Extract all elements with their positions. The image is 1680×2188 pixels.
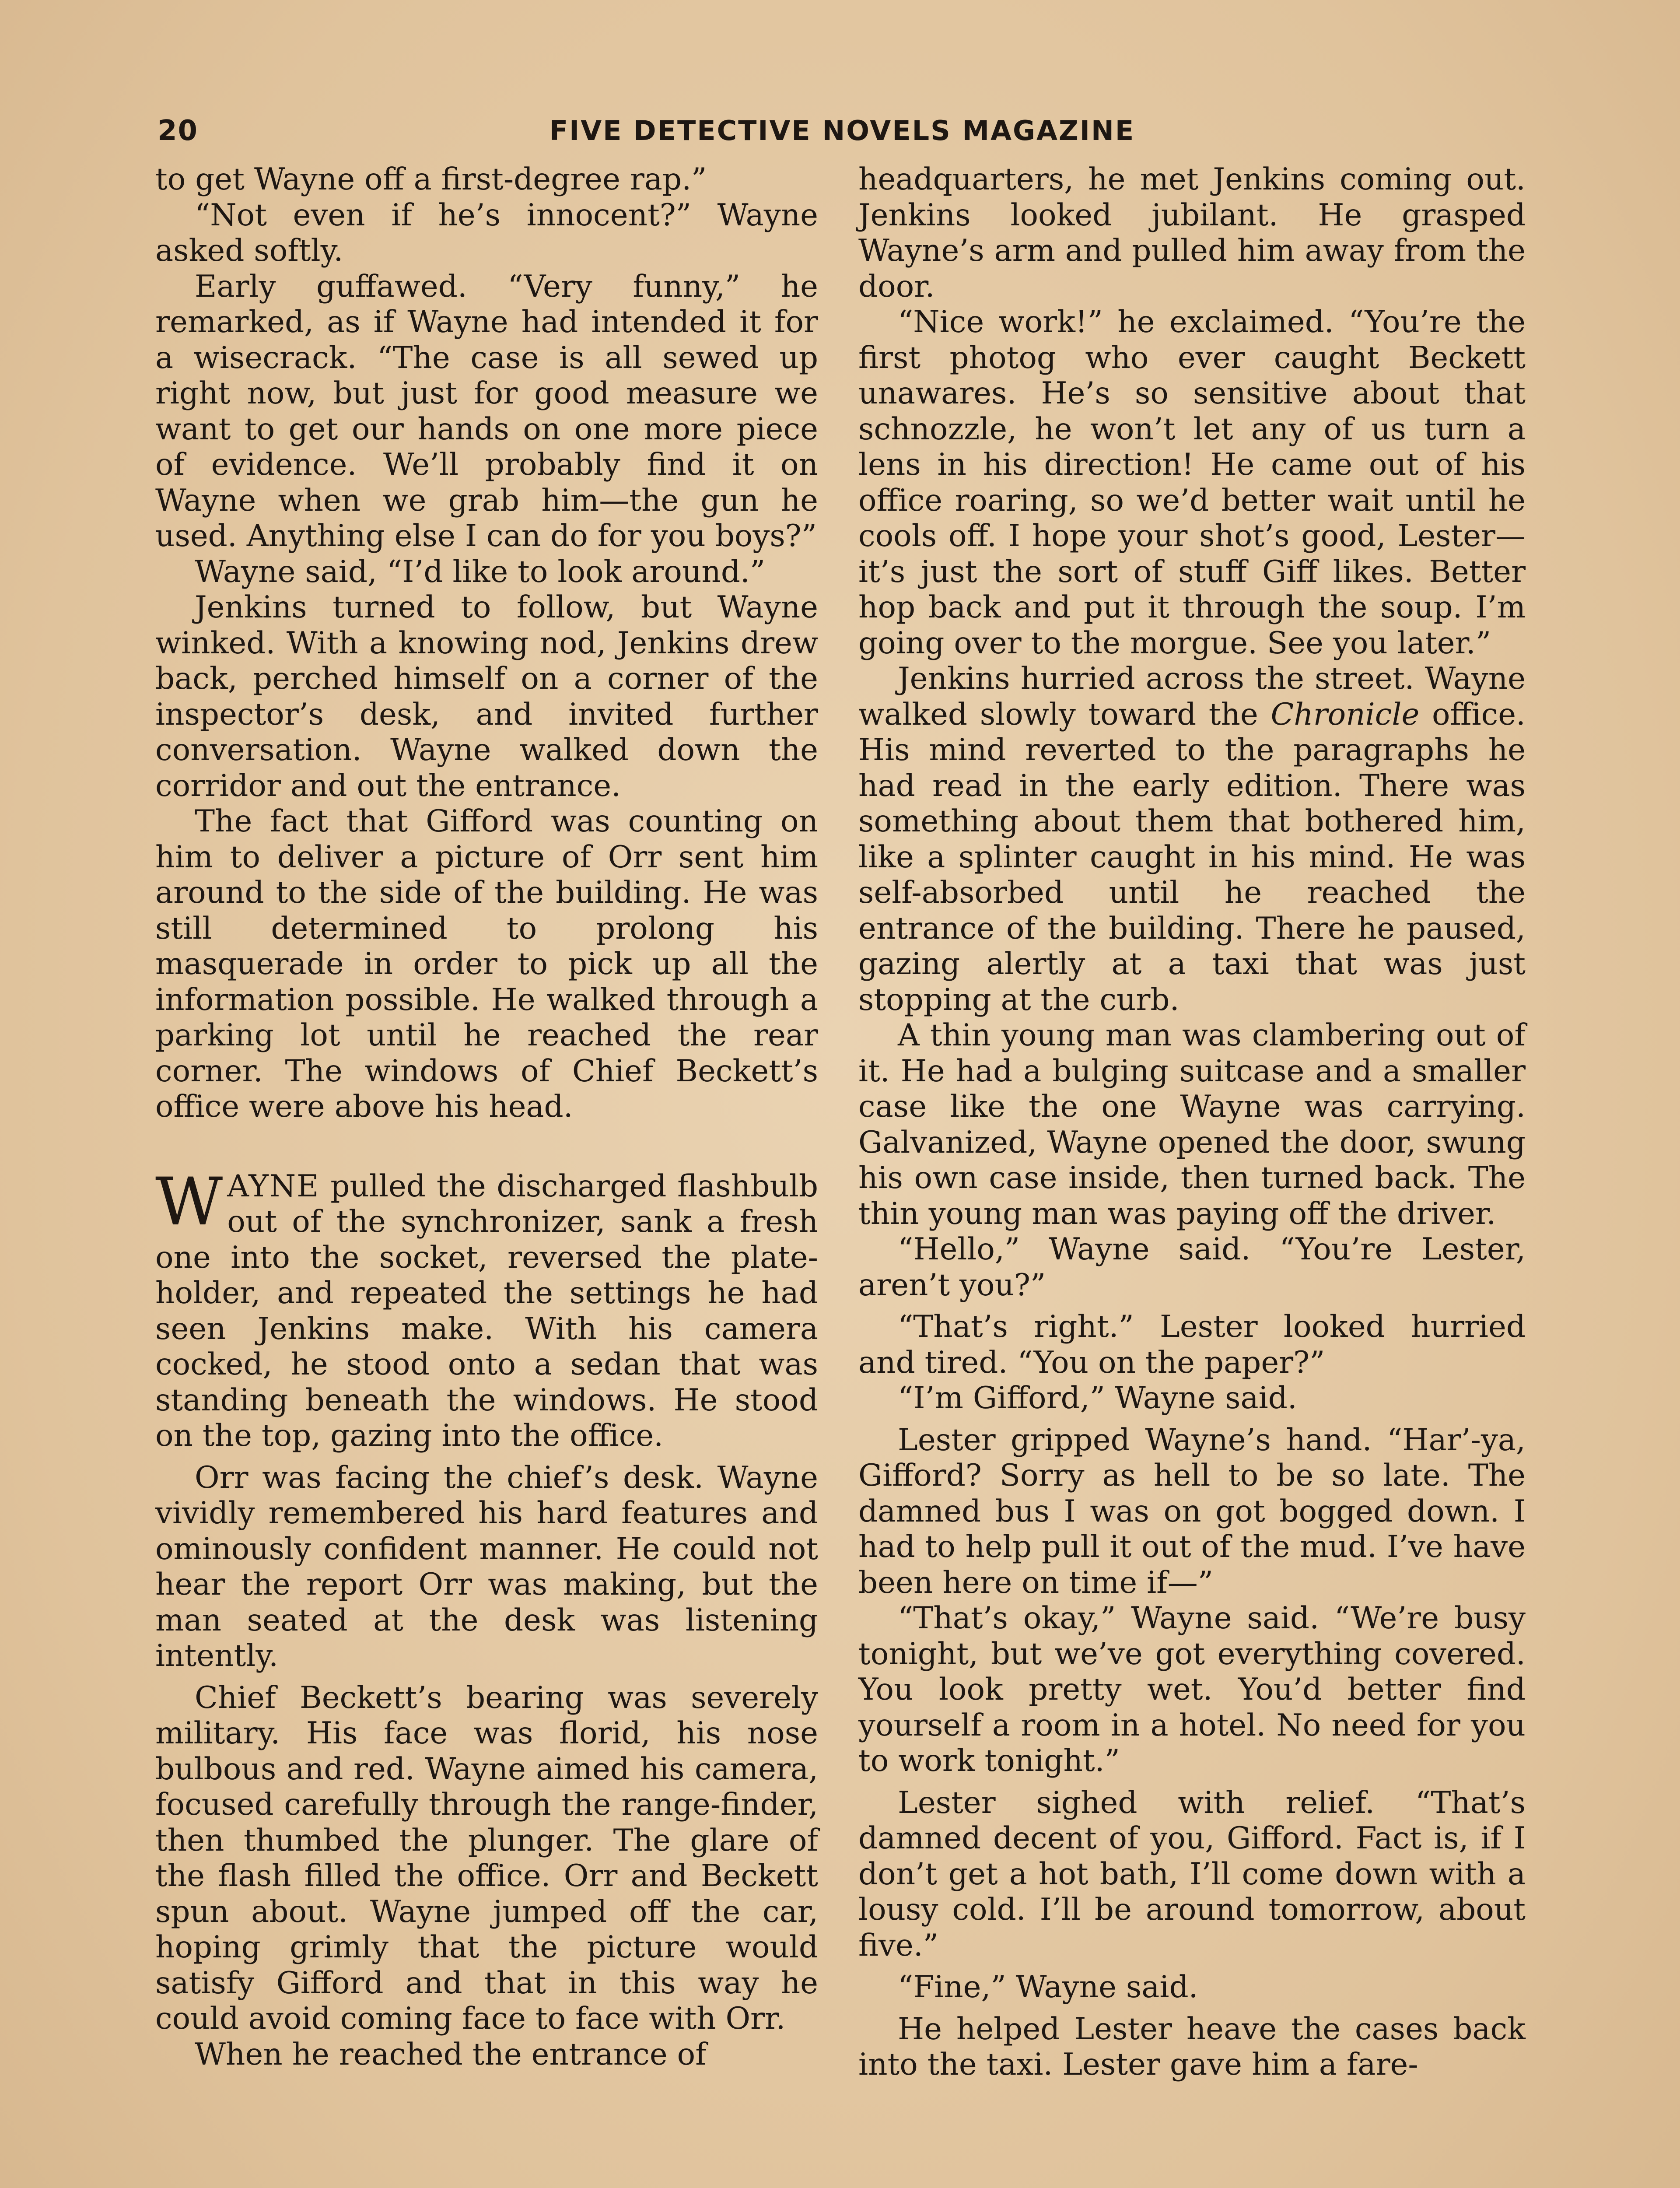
paragraph: Early guffawed. “Very funny,” he remarked, as if Wayne had intended it for a wisecrack. “The case is all sewed up right now, but just for good measure we want to get our hands on one more piece of evidence. We’ll probably find it on Wayne when we grab him—the gun he used. Anything else I can do for you boys?” <box>155 269 818 554</box>
paragraph: “That’s okay,” Wayne said. “We’re busy tonight, but we’ve got everything covered. You look pretty wet. You’d better find yourself a room in a hotel. No need for you to work tonight.” <box>858 1601 1526 1778</box>
paragraph: He helped Lester heave the cases back into the taxi. Lester gave him a fare- <box>858 2011 1526 2082</box>
running-head: FIVE DETECTIVE NOVELS MAGAZINE <box>549 115 1135 147</box>
small-caps-lead: AYNE <box>227 1168 320 1204</box>
paragraph: A thin young man was clambering out of it. He had a bulging suitcase and a smaller case like the one Wayne was carrying. Galvanized, Wayne opened the door, swung his own case inside, then turned back. The thin young man was paying off the driver. <box>858 1018 1526 1231</box>
paragraph-text: Jenkins hurried across the street. Wayne walked slowly toward the <box>858 661 1526 732</box>
paragraph: “That’s right.” Lester looked hurried and tired. “You on the paper?” <box>858 1309 1526 1380</box>
paragraph: The fact that Gifford was counting on him to deliver a picture of Orr sent him around to the side of the building. He was still determined to prolong his masquerade in order to pick up all the information possible. He walked through a parking lot until he reached the rear corner. The windows of Chief Beckett’s office were above his head. <box>155 804 818 1124</box>
paragraph-text: office. His mind reverted to the paragraphs he had read in the early edition. There was something about them that bothered him, like a splinter caught in his mind. He was self-absorbed until he reached the entrance of the building. There he paused, gazing alertly at a taxi that was just stopping at the curb. <box>858 697 1526 1017</box>
paragraph: Chief Beckett’s bearing was severely military. His face was florid, his nose bulbous and red. Wayne aimed his camera, focused carefully through the range-finder, then thumbed the plunger. The glare of the flash filled the office. Orr and Beckett spun about. Wayne jumped off the car, hoping grimly that the picture would satisfy Gifford and that in this way he could avoid coming face to face with Orr. <box>155 1680 818 2036</box>
left-column <box>155 162 818 2072</box>
drop-cap: W <box>155 1164 223 1240</box>
page-number: 20 <box>158 115 199 147</box>
paragraph: When he reached the entrance of <box>195 2037 707 2072</box>
paragraph: Wayne said, “I’d like to look around.” <box>195 554 766 589</box>
right-column <box>858 162 1526 2083</box>
paragraph: headquarters, he met Jenkins coming out. Jenkins looked jubilant. He grasped Wayne’s arm and pulled him away from the door. <box>858 162 1526 304</box>
paragraph: “Hello,” Wayne said. “You’re Lester, aren’t you?” <box>858 1232 1526 1303</box>
paragraph: “Fine,” Wayne said. <box>898 1970 1198 2005</box>
paragraph: “Nice work!” he exclaimed. “You’re the first photog who ever caught Beckett unawares. He’s so sensitive about that schnozzle, he won’t let any of us turn a lens in his direction! He came out of his office roaring, so we’d better wait until he cools off. I hope your shot’s good, Lester—it’s just the sort of stuff Giff likes. Better hop back and put it through the soup. I’m going over to the morgue. See you later.” <box>858 305 1526 661</box>
section-opening-paragraph <box>155 1164 818 1454</box>
paragraph: Jenkins turned to follow, but Wayne winked. With a knowing nod, Jenkins drew back, perched himself on a corner of the inspector’s desk, and invited further conversation. Wayne walked down the corridor and out the entrance. <box>155 590 818 803</box>
paragraph <box>858 661 1526 1018</box>
newspaper-name: Chronicle <box>1270 697 1420 732</box>
paragraph: to get Wayne off a first-degree rap.” <box>155 162 707 197</box>
paragraph: “I’m Gifford,” Wayne said. <box>898 1381 1297 1416</box>
paragraph: “Not even if he’s innocent?” Wayne asked softly. <box>155 197 818 268</box>
paragraph-text: pulled the discharged flashbulb out of the synchronizer, sank a fresh one into the socket, reversed the plate-holder, and repeated the settings he had seen Jenkins make. With his camera cocked, he stood onto a sedan that was standing beneath the windows. He stood on the top, gazing into the office. <box>155 1168 818 1453</box>
paragraph: Lester sighed with relief. “That’s damned decent of you, Gifford. Fact is, if I don’t get a hot bath, I’ll come down with a lousy cold. I’ll be around tomorrow, about five.” <box>858 1785 1526 1963</box>
paragraph: Orr was facing the chief’s desk. Wayne vividly remembered his hard features and ominously confident manner. He could not hear the report Orr was making, but the man seated at the desk was listening intently. <box>155 1460 818 1673</box>
paragraph: Lester gripped Wayne’s hand. “Har’-ya, Gifford? Sorry as hell to be so late. The damned bus I was on got bogged down. I had to help pull it out of the mud. I’ve have been here on time if—” <box>858 1422 1526 1600</box>
page-header <box>158 115 1527 154</box>
